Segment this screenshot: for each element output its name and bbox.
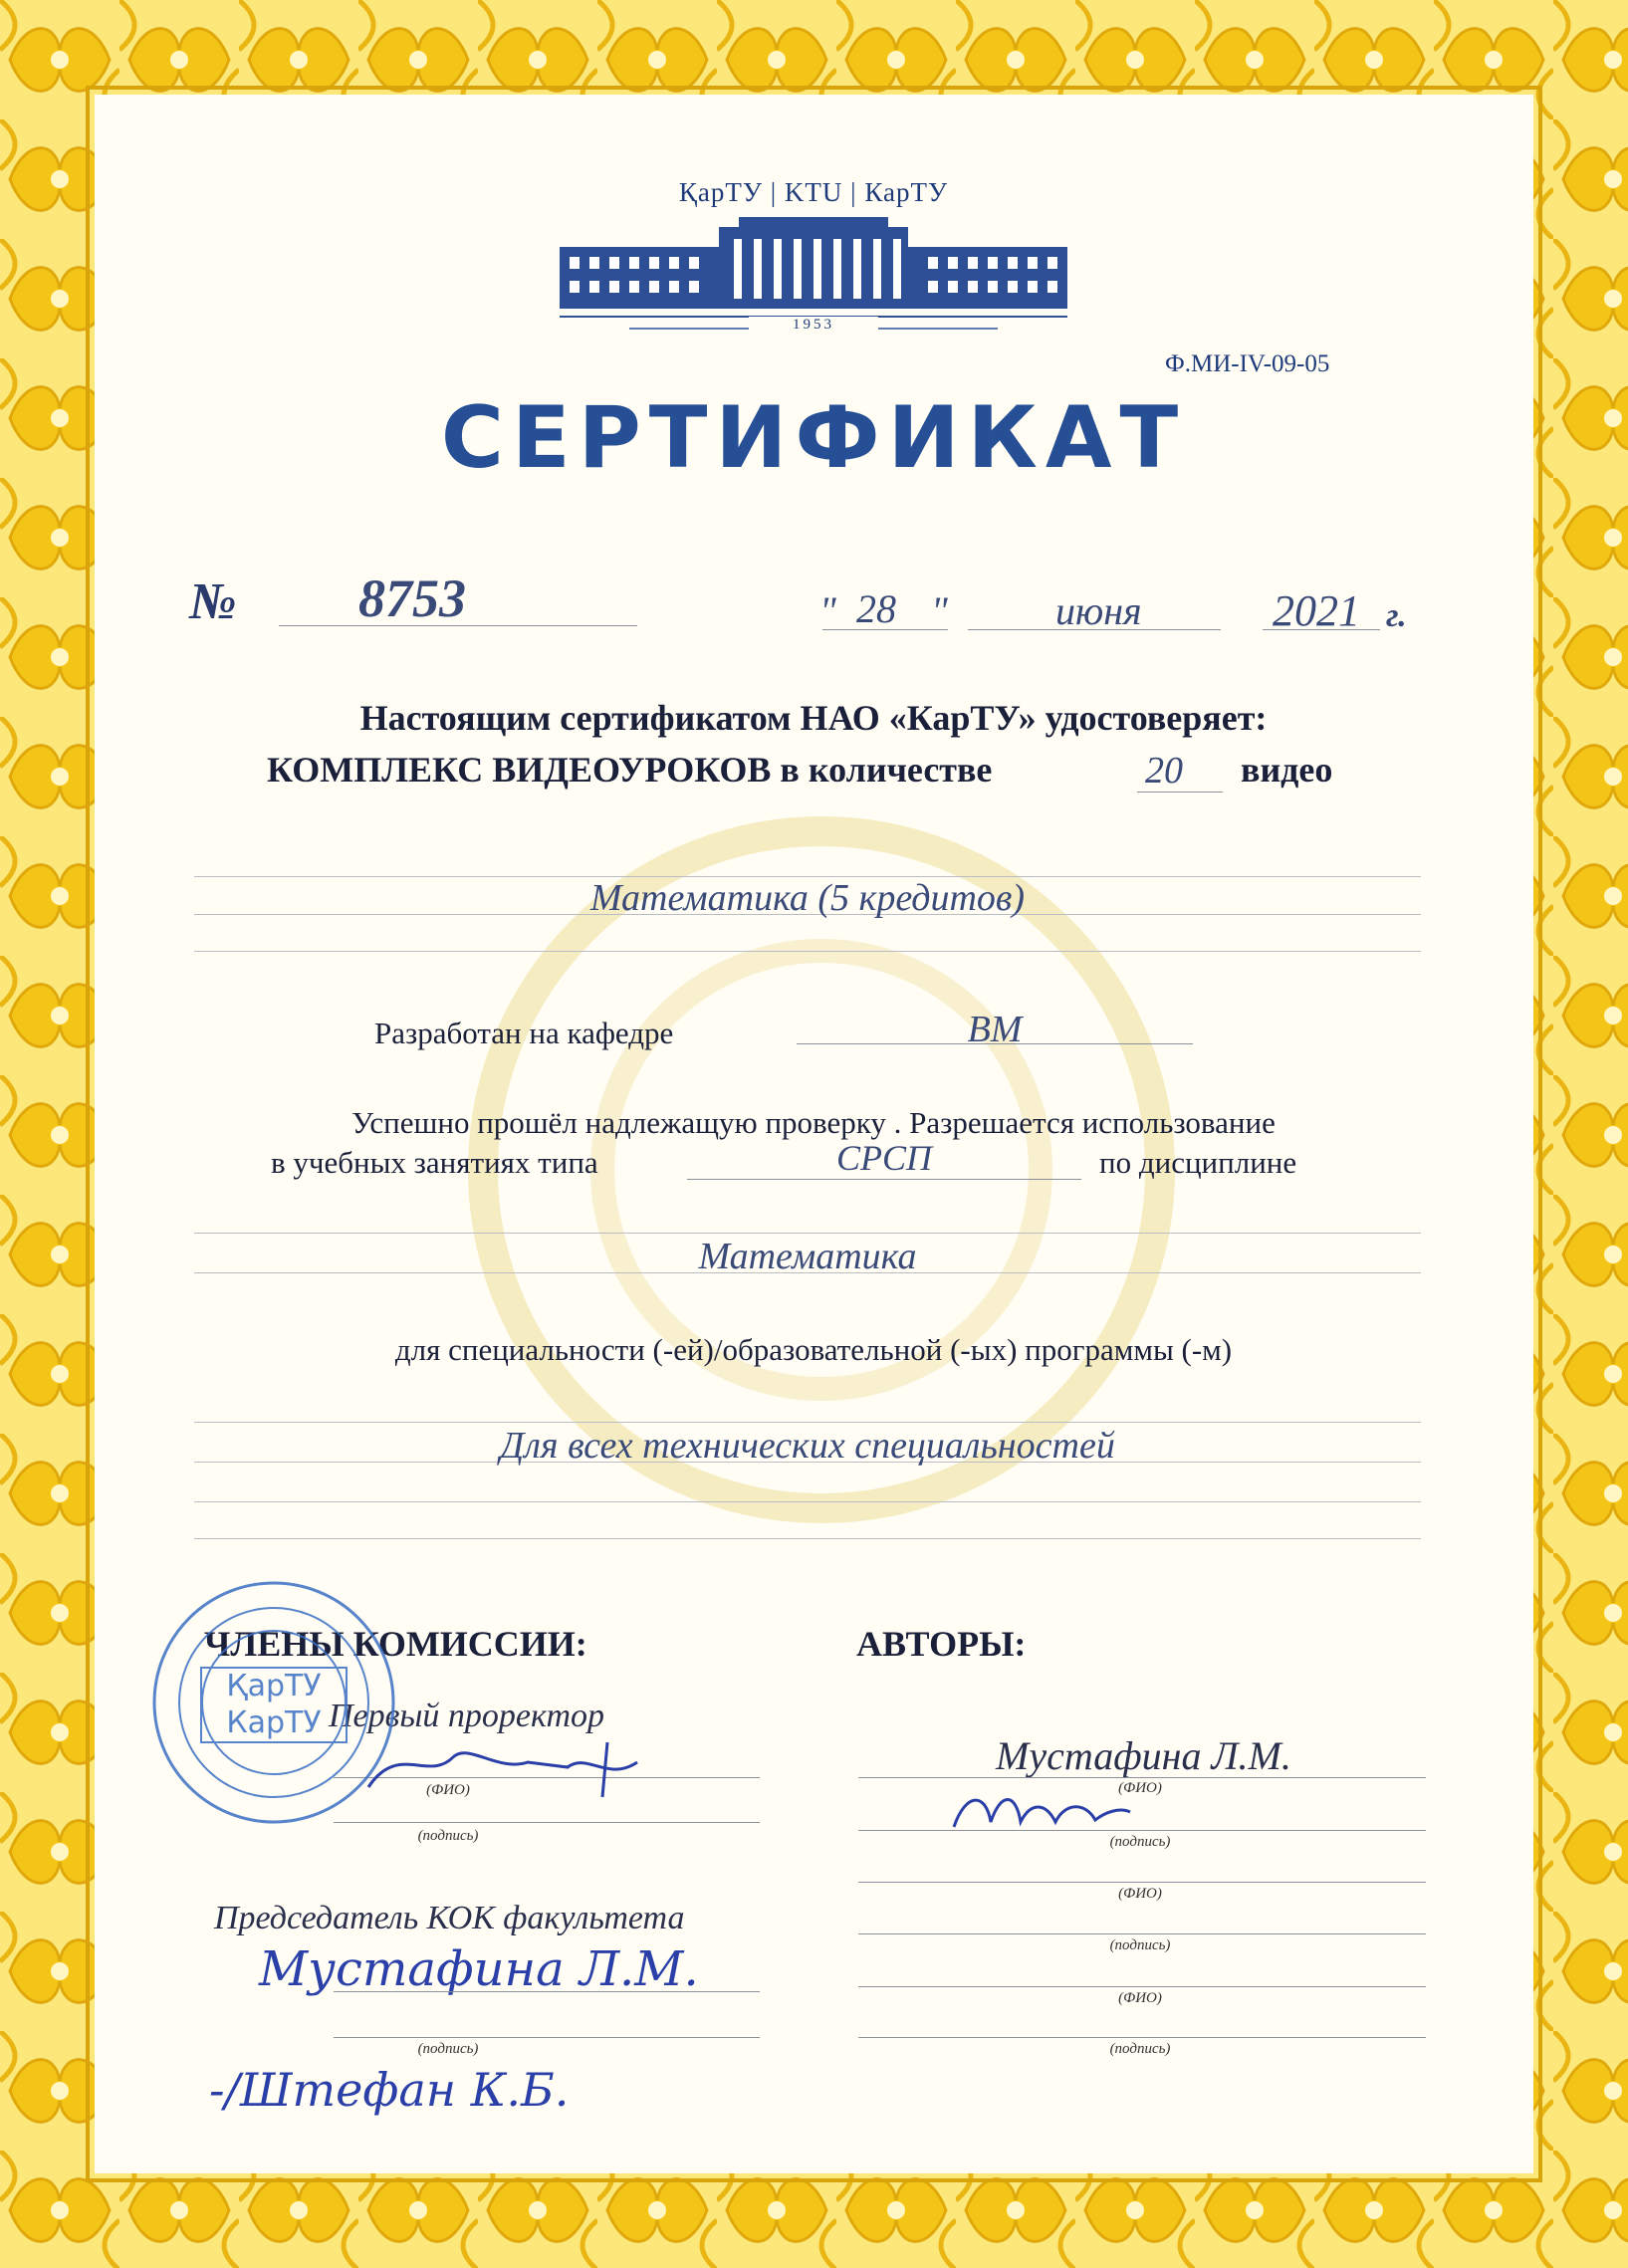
discipline-value: Математика xyxy=(698,1236,917,1277)
extra-signature-name: -/Штефан К.Б. xyxy=(209,2063,570,2117)
course-name: Математика (5 кредитов) xyxy=(589,877,1026,919)
university-stamp xyxy=(149,1578,398,1827)
commission-heading: ЧЛЕНЫ КОМИССИИ: xyxy=(204,1624,587,1664)
approval-line2-prefix: в учебных занятиях типа xyxy=(271,1145,598,1180)
statement-line2-suffix: видео xyxy=(1241,750,1333,790)
authors-fio-label-3: (ФИО) xyxy=(1118,1990,1162,2006)
video-count: 20 xyxy=(1145,750,1183,792)
author-signature-1 xyxy=(946,1782,1135,1842)
program-value: Для всех технических специальностей xyxy=(500,1425,1115,1467)
authors-sign-label-1: (подпись) xyxy=(1109,1834,1171,1850)
authors-sign-label-2: (подпись) xyxy=(1109,1937,1171,1953)
year-suffix: г. xyxy=(1386,597,1407,634)
authors-fio-label-1: (ФИО) xyxy=(1118,1780,1162,1796)
commission-role2-name: Мустафина Л.М. xyxy=(259,1941,699,1997)
first-prorector-signature xyxy=(358,1732,647,1802)
department-label: Разработан на кафедре xyxy=(374,1016,674,1050)
statement-line1: Настоящим сертификатом НАО «КарТУ» удостоверяет: xyxy=(359,698,1268,738)
number-sign: № xyxy=(189,573,237,630)
form-code: Ф.МИ-IV-09-05 xyxy=(1165,350,1330,377)
approval-line2-suffix: по дисциплине xyxy=(1099,1145,1297,1180)
authors-sign-label-3: (подпись) xyxy=(1109,2041,1171,2057)
logo-year: 1953 xyxy=(749,317,878,334)
lesson-type: СРСП xyxy=(835,1138,932,1178)
commission-role2: Председатель КОК факультета xyxy=(214,1900,685,1936)
date-day: 28 xyxy=(856,586,896,631)
stamp-center-1: ҚарТУ xyxy=(226,1669,322,1703)
commission-sign-label-1: (подпись) xyxy=(417,1828,479,1844)
date-year: 2021 xyxy=(1273,586,1360,635)
statement-line2-prefix: КОМПЛЕКС ВИДЕОУРОКОВ в количестве xyxy=(267,750,993,790)
commission-role1: Первый проректор xyxy=(329,1698,605,1734)
program-label: для специальности (-ей)/образовательной (-ых) программы (-м) xyxy=(394,1332,1233,1367)
author-name-1: Мустафина Л.М. xyxy=(996,1733,1291,1778)
authors-fio-label-2: (ФИО) xyxy=(1118,1886,1162,1902)
university-logo-text: ҚарТУ | KTU | КарТУ xyxy=(678,177,949,207)
commission-fio-label-1: (ФИО) xyxy=(426,1782,470,1798)
certificate-title: СЕРТИФИКАТ xyxy=(440,388,1187,488)
certificate-number: 8753 xyxy=(358,568,466,628)
authors-heading: АВТОРЫ: xyxy=(856,1624,1027,1664)
approval-line1: Успешно прошёл надлежащую проверку . Разрешается использование xyxy=(351,1105,1276,1140)
date-month: июня xyxy=(1055,588,1142,633)
department-value: ВМ xyxy=(967,1009,1023,1050)
stamp-center-2: КарТУ xyxy=(226,1705,322,1740)
commission-sign-label-2: (подпись) xyxy=(417,2041,479,2057)
